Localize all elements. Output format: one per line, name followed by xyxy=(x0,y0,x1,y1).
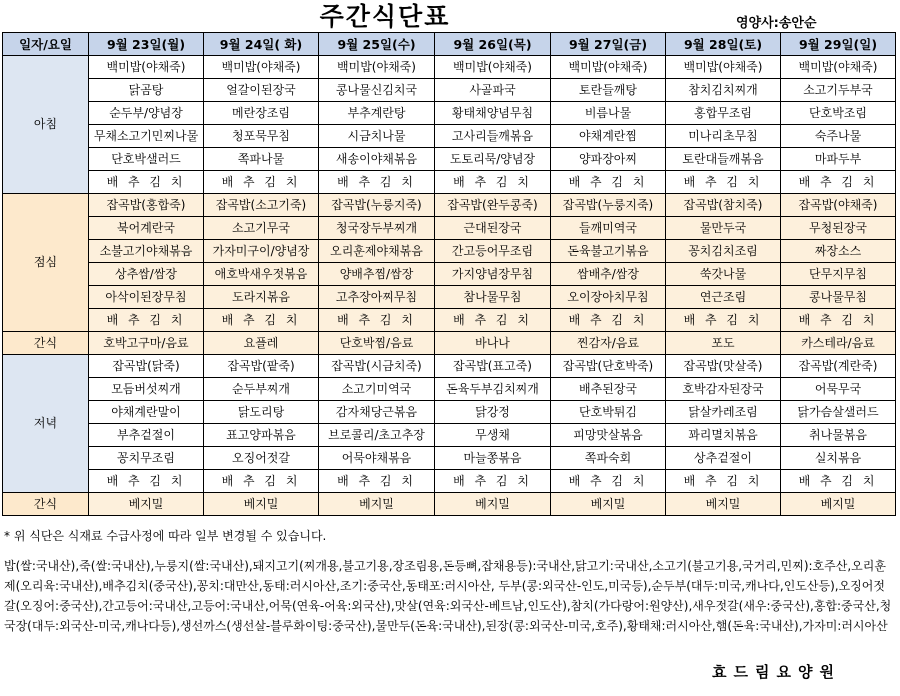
menu-cell: 근대된장국 xyxy=(435,217,551,240)
menu-cell: 소고기두부국 xyxy=(781,79,896,102)
menu-cell: 배 추 김 치 xyxy=(781,171,896,194)
table-row xyxy=(3,378,896,401)
page-title: 주간식단표 xyxy=(319,2,451,31)
header-date: 9월 27일(금) xyxy=(551,33,666,56)
menu-cell: 쑥갓나물 xyxy=(666,263,781,286)
meal-label: 저녁 xyxy=(3,355,89,493)
menu-cell: 오이장아치무침 xyxy=(551,286,666,309)
menu-cell: 부추겉절이 xyxy=(89,424,204,447)
menu-cell: 배 추 김 치 xyxy=(551,309,666,332)
menu-cell: 쪽파숙회 xyxy=(551,447,666,470)
header-date: 9월 28일(토) xyxy=(666,33,781,56)
menu-cell: 연근조림 xyxy=(666,286,781,309)
meal-label: 간식 xyxy=(3,332,89,355)
header-date: 9월 24일( 화) xyxy=(204,33,319,56)
menu-cell: 토란대들깨볶음 xyxy=(666,148,781,171)
menu-cell: 피망맛살볶음 xyxy=(551,424,666,447)
menu-cell: 호박고구마/음료 xyxy=(89,332,204,355)
menu-cell: 콩나물무침 xyxy=(781,286,896,309)
menu-cell: 베지밀 xyxy=(551,493,666,516)
menu-cell: 잡곡밥(홍합죽) xyxy=(89,194,204,217)
menu-cell: 배 추 김 치 xyxy=(781,309,896,332)
menu-cell: 카스테라/음료 xyxy=(781,332,896,355)
menu-cell: 고사리들깨볶음 xyxy=(435,125,551,148)
menu-cell: 호박감자된장국 xyxy=(666,378,781,401)
menu-cell: 잡곡밥(완두콩죽) xyxy=(435,194,551,217)
menu-cell: 백미밥(야채죽) xyxy=(204,56,319,79)
menu-cell: 쌈배추/쌈장 xyxy=(551,263,666,286)
menu-cell: 아삭이된장무침 xyxy=(89,286,204,309)
menu-cell: 애호박새우젓볶음 xyxy=(204,263,319,286)
menu-cell: 모듬버섯찌개 xyxy=(89,378,204,401)
table-row xyxy=(3,309,896,332)
table-row xyxy=(3,194,896,217)
menu-cell: 쪽파나물 xyxy=(204,148,319,171)
menu-cell: 비름나물 xyxy=(551,102,666,125)
menu-cell: 무채소고기민찌나물 xyxy=(89,125,204,148)
menu-cell: 참치김치찌개 xyxy=(666,79,781,102)
facility-name: 효드림요양원 xyxy=(712,663,841,681)
menu-cell: 돈육두부김치찌개 xyxy=(435,378,551,401)
menu-cell: 잡곡밥(표고죽) xyxy=(435,355,551,378)
menu-cell: 순두부찌개 xyxy=(204,378,319,401)
ingredient-origin-text: 밥(쌀:국내산),죽(쌀:국내산),누룽지(쌀:국내산),돼지고기(찌개용,불고기용,장조림용,돈등뼈,잡채용등):국내산,닭고기:국내산,소고기(불고기용,국거리,민찌):호주산,오리훈제(오리육:국내산),배추김치(중국산),꽁치:대만산,동태:러시아산,조기:중국산,동태포:러시아산, 두부(콩:외국산-인도,미국등),순두부(대두:미국,캐나다,인도산등),오징어젓갈(오징어:중국산),간고등어:국내산,고등어:국내산,어묵(연육-어육:외국산),맛살(연육:외국산-베트남,인도산),참치(가다랑어:원양산),새우젓갈(새우:중국산),홍합:중국산,청국장(대두:외국산-미국,캐나다등),생선까스(생선살-블루화이팅:중국산),물만두(돈육:국내산),된장(콩:외국산-미국,호주),황태채:러시아산,햄(돈육:국내산),가자미:러시아산 xyxy=(4,559,892,633)
menu-cell: 토란들깨탕 xyxy=(551,79,666,102)
menu-cell: 배 추 김 치 xyxy=(319,309,435,332)
menu-cell: 잡곡밥(누룽지죽) xyxy=(551,194,666,217)
menu-cell: 참나물무침 xyxy=(435,286,551,309)
menu-cell: 잡곡밥(맛살죽) xyxy=(666,355,781,378)
table-row xyxy=(3,401,896,424)
menu-cell: 잡곡밥(팥죽) xyxy=(204,355,319,378)
menu-cell: 단호박샐러드 xyxy=(89,148,204,171)
menu-cell: 단호박조림 xyxy=(781,102,896,125)
menu-cell: 도라지볶음 xyxy=(204,286,319,309)
menu-cell: 잡곡밥(단호박죽) xyxy=(551,355,666,378)
menu-cell: 잡곡밥(닭죽) xyxy=(89,355,204,378)
menu-cell: 배 추 김 치 xyxy=(204,470,319,493)
menu-cell: 백미밥(야채죽) xyxy=(551,56,666,79)
nutritionist-label: 영양사:송안순 xyxy=(736,16,817,31)
menu-cell: 황태채양념무침 xyxy=(435,102,551,125)
table-row xyxy=(3,263,896,286)
menu-cell: 도토리묵/양념장 xyxy=(435,148,551,171)
menu-cell: 야채계란찜 xyxy=(551,125,666,148)
menu-cell: 배 추 김 치 xyxy=(435,470,551,493)
menu-cell: 야채계란말이 xyxy=(89,401,204,424)
table-row xyxy=(3,171,896,194)
header-day-label: 일자/요일 xyxy=(3,33,89,56)
menu-cell: 닭살카레조림 xyxy=(666,401,781,424)
menu-cell: 미나리초무침 xyxy=(666,125,781,148)
menu-cell: 배 추 김 치 xyxy=(319,470,435,493)
menu-cell: 베지밀 xyxy=(319,493,435,516)
menu-cell: 새송이야채볶음 xyxy=(319,148,435,171)
menu-cell: 잡곡밥(야채죽) xyxy=(781,194,896,217)
menu-cell: 청포묵무침 xyxy=(204,125,319,148)
menu-cell: 닭강정 xyxy=(435,401,551,424)
table-row xyxy=(3,240,896,263)
menu-cell: 배 추 김 치 xyxy=(781,470,896,493)
table-row xyxy=(3,332,896,355)
table-row xyxy=(3,493,896,516)
menu-cell: 오징어젓갈 xyxy=(204,447,319,470)
table-row xyxy=(3,355,896,378)
menu-cell: 단호박찜/음료 xyxy=(319,332,435,355)
menu-cell: 포도 xyxy=(666,332,781,355)
table-row xyxy=(3,447,896,470)
menu-cell: 잡곡밥(참치죽) xyxy=(666,194,781,217)
menu-cell: 시금치나물 xyxy=(319,125,435,148)
menu-cell: 얼갈이된장국 xyxy=(204,79,319,102)
menu-cell: 백미밥(야채죽) xyxy=(89,56,204,79)
menu-cell: 부추계란탕 xyxy=(319,102,435,125)
menu-cell: 단호박튀김 xyxy=(551,401,666,424)
menu-cell: 어묵무국 xyxy=(781,378,896,401)
menu-cell: 소고기무국 xyxy=(204,217,319,240)
menu-cell: 배 추 김 치 xyxy=(204,309,319,332)
menu-cell: 잡곡밥(시금치죽) xyxy=(319,355,435,378)
menu-cell: 닭도리탕 xyxy=(204,401,319,424)
menu-cell: 간고등어무조림 xyxy=(435,240,551,263)
menu-cell: 잡곡밥(소고기죽) xyxy=(204,194,319,217)
menu-cell: 취나물볶음 xyxy=(781,424,896,447)
table-row xyxy=(3,424,896,447)
header-row xyxy=(3,33,896,56)
menu-cell: 가자미구이/양념장 xyxy=(204,240,319,263)
table-row xyxy=(3,102,896,125)
menu-cell: 배 추 김 치 xyxy=(89,309,204,332)
menu-cell: 꽈리멸치볶음 xyxy=(666,424,781,447)
menu-cell: 배 추 김 치 xyxy=(435,171,551,194)
menu-cell: 북어계란국 xyxy=(89,217,204,240)
menu-cell: 백미밥(야채죽) xyxy=(319,56,435,79)
menu-cell: 배 추 김 치 xyxy=(435,309,551,332)
table-row xyxy=(3,217,896,240)
menu-cell: 청국장두부찌개 xyxy=(319,217,435,240)
header-date: 9월 23일(월) xyxy=(89,33,204,56)
menu-cell: 배 추 김 치 xyxy=(319,171,435,194)
menu-cell: 물만두국 xyxy=(666,217,781,240)
menu-cell: 고추장아찌무침 xyxy=(319,286,435,309)
menu-cell: 무청된장국 xyxy=(781,217,896,240)
menu-cell: 배 추 김 치 xyxy=(666,171,781,194)
menu-cell: 닭곰탕 xyxy=(89,79,204,102)
menu-cell: 배추된장국 xyxy=(551,378,666,401)
menu-cell: 꽁치김치조림 xyxy=(666,240,781,263)
menu-cell: 꽁치무조림 xyxy=(89,447,204,470)
menu-cell: 배 추 김 치 xyxy=(666,470,781,493)
menu-cell: 백미밥(야채죽) xyxy=(435,56,551,79)
table-row xyxy=(3,148,896,171)
menu-cell: 백미밥(야채죽) xyxy=(781,56,896,79)
menu-cell: 콩나물신김치국 xyxy=(319,79,435,102)
menu-cell: 오리훈제야채볶음 xyxy=(319,240,435,263)
meal-label: 간식 xyxy=(3,493,89,516)
menu-cell: 백미밥(야채죽) xyxy=(666,56,781,79)
menu-cell: 실치볶음 xyxy=(781,447,896,470)
menu-cell: 감자채당근볶음 xyxy=(319,401,435,424)
menu-cell: 들깨미역국 xyxy=(551,217,666,240)
menu-cell: 상추겉절이 xyxy=(666,447,781,470)
table-row xyxy=(3,470,896,493)
menu-cell: 베지밀 xyxy=(781,493,896,516)
menu-cell: 소고기미역국 xyxy=(319,378,435,401)
menu-cell: 마늘쫑볶음 xyxy=(435,447,551,470)
menu-cell: 베지밀 xyxy=(204,493,319,516)
meal-label: 점심 xyxy=(3,194,89,332)
menu-cell: 베지밀 xyxy=(666,493,781,516)
menu-cell: 잡곡밥(누룽지죽) xyxy=(319,194,435,217)
menu-cell: 짜장소스 xyxy=(781,240,896,263)
menu-cell: 배 추 김 치 xyxy=(551,470,666,493)
menu-cell: 요플레 xyxy=(204,332,319,355)
menu-cell: 메란장조림 xyxy=(204,102,319,125)
menu-cell: 양파장아찌 xyxy=(551,148,666,171)
table-row xyxy=(3,125,896,148)
menu-cell: 무생채 xyxy=(435,424,551,447)
menu-cell: 상추쌈/쌈장 xyxy=(89,263,204,286)
menu-cell: 소불고기야채볶음 xyxy=(89,240,204,263)
menu-cell: 숙주나물 xyxy=(781,125,896,148)
menu-cell: 가지양념장무침 xyxy=(435,263,551,286)
menu-cell: 어묵야채볶음 xyxy=(319,447,435,470)
menu-cell: 양배추찜/쌈장 xyxy=(319,263,435,286)
menu-cell: 배 추 김 치 xyxy=(204,171,319,194)
header-date: 9월 29일(일) xyxy=(781,33,896,56)
menu-cell: 브로콜리/초고추장 xyxy=(319,424,435,447)
weekly-menu-table xyxy=(2,32,896,516)
table-row xyxy=(3,56,896,79)
menu-cell: 단무지무침 xyxy=(781,263,896,286)
menu-cell: 베지밀 xyxy=(435,493,551,516)
header-date: 9월 26일(목) xyxy=(435,33,551,56)
menu-cell: 배 추 김 치 xyxy=(89,171,204,194)
menu-cell: 홍합무조림 xyxy=(666,102,781,125)
menu-cell: 표고양파볶음 xyxy=(204,424,319,447)
header-date: 9월 25일(수) xyxy=(319,33,435,56)
menu-cell: 돈육불고기볶음 xyxy=(551,240,666,263)
menu-cell: 배 추 김 치 xyxy=(89,470,204,493)
table-row xyxy=(3,286,896,309)
change-notice: * 위 식단은 식재료 수급사정에 따라 일부 변경될 수 있습니다. xyxy=(4,529,327,543)
menu-cell: 배 추 김 치 xyxy=(666,309,781,332)
menu-cell: 잡곡밥(계란죽) xyxy=(781,355,896,378)
menu-cell: 바나나 xyxy=(435,332,551,355)
menu-cell: 사골파국 xyxy=(435,79,551,102)
menu-cell: 마파두부 xyxy=(781,148,896,171)
menu-cell: 배 추 김 치 xyxy=(551,171,666,194)
menu-cell: 찐감자/음료 xyxy=(551,332,666,355)
menu-cell: 순두부/양념장 xyxy=(89,102,204,125)
menu-cell: 베지밀 xyxy=(89,493,204,516)
table-row xyxy=(3,79,896,102)
menu-cell: 닭가슴살샐러드 xyxy=(781,401,896,424)
meal-label: 아침 xyxy=(3,56,89,194)
